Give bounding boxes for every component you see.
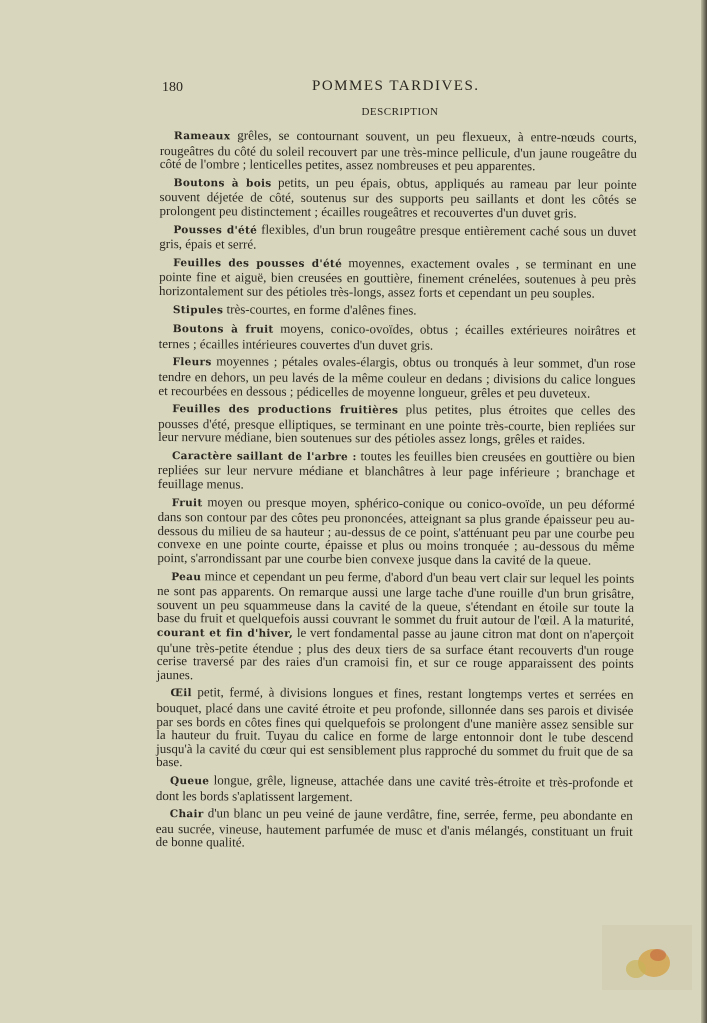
paragraph-queue — [156, 773, 633, 805]
paragraph-lead: Feuilles des pousses d'été — [173, 256, 343, 270]
fruit-thumbnail — [602, 925, 692, 990]
paragraph-lead: Peau — [171, 570, 202, 583]
paragraph-text: petits, un peu épais, obtus, appliqués au rameau par leur pointe souvent déjetée de côté, soutenus sur des supports peu saillants et dont les côtés se prolongent peu distinctement ; écailles rougeâtres et recouvertes d'un duvet gris. — [159, 174, 637, 221]
paragraph-boutons-a-bois — [159, 175, 636, 221]
paragraph-lead: Feuilles des productions fruitières — [172, 403, 399, 417]
paragraph-boutons-a-fruit — [159, 321, 636, 353]
paragraph-pousses — [159, 222, 636, 254]
paragraph-caractere — [158, 448, 635, 494]
paragraph-text: plus petites, plus étroites que celles des pousses d'été, presque elliptiques, se terminant en une pointe très-courte, bien repliées sur leur nervure médiane, bien soutenues sur des pétioles assez longs, grêles et raides. — [158, 401, 636, 447]
paragraph-text: moyennes, exactement ovales , se terminant en une pointe fine et aiguë, bien creusées en gouttière, finement crénelées, soutenues à peu près horizontalement sur des pétioles très-longs, assez forts et cependant un peu souples. — [158, 254, 637, 301]
paragraph-text: petit, fermé, à divisions longues et fines, restant longtemps vertes et serrées en bouquet, placé dans une cavité étroite et peu profonde, sillonnée dans ses parois et divisée par ses bords en côtes fines qui quelquefois se prolongent d'une manière assez sensible sur la hauteur du fruit. Tuyau du calice en forme de large entonnoir dont le tube descend jusqu'à la cavité du cœur qui est sensiblement plus rapproché du sommet du fruit que de sa base. — [156, 684, 634, 770]
paragraph-lead: Boutons à bois — [173, 176, 272, 190]
paragraph-lead: Pousses d'été — [173, 223, 258, 237]
paragraph-text: moyens, conico-ovoïdes, obtus ; écailles extérieures noirâtres et ternes ; écailles intérieures couvertes d'un duvet gris. — [158, 320, 636, 353]
paragraph-oeil — [156, 685, 634, 771]
paragraph-text: moyen ou presque moyen, sphérico-conique ou conico-ovoïde, un peu déformé dans son contour par des côtes peu prononcées, atteignant sa plus grande épaisseur peu au-dessous du milieu de sa hauteur ; au-dessus de ce point, s'atténuant peu par une courbe peu convexe en une pointe courte, épaisse et plus ou moins tronquée ; au-dessous du même point, s'arrondissant par une courbe bien convexe jusque dans la cavité de la queue. — [157, 493, 635, 568]
paragraph-rameaux — [160, 128, 637, 174]
running-title: POMMES TARDIVES. — [312, 78, 480, 94]
paragraph-text: grêles, se contournant souvent, un peu flexueux, à entre-nœuds courts, rougeâtres du côté du soleil recouvert par une très-mince pellicule, d'un jaune rougeâtre du côté de l'ombre ; lenticelles petites, assez nombreuses et peu apparentes. — [159, 127, 637, 174]
paragraph-chair — [156, 806, 633, 852]
paragraph-peau — [157, 569, 635, 685]
paragraph-lead: Caractère saillant de l'arbre : — [171, 449, 357, 464]
section-title-text: DESCRIPTION — [361, 106, 439, 118]
paragraph-lead: Rameaux — [173, 130, 231, 143]
paragraph-lead: Œil — [170, 687, 192, 700]
paragraph-fleurs — [158, 354, 635, 400]
section-title — [0, 106, 707, 118]
paragraph-feuilles-pousses — [159, 255, 636, 301]
paragraph-lead: Stipules — [172, 303, 224, 316]
paragraph-text: d'un blanc un peu veiné de jaune verdâtre, fine, serrée, ferme, peu abondante en eau sucrée, vineuse, hautement parfumée de musc et d'anis mélangés, constituant un fruit de bonne qualité. — [155, 805, 633, 850]
paragraph-lead: Chair — [169, 808, 204, 821]
paragraph-lead: Fruit — [171, 496, 203, 509]
paragraph-text: très-courtes, en forme d'alênes fines. — [223, 300, 417, 318]
page-edge — [701, 0, 707, 1023]
paragraph-text: longue, grêle, ligneuse, attachée dans une cavité très-étroite et très-profonde et dont les bords s'aplatissent largement. — [155, 772, 634, 804]
paragraph-text: flexibles, d'un brun rougeâtre presque entièrement caché sous un duvet gris, épais et serré. — [159, 221, 637, 252]
description-body — [156, 128, 637, 856]
paragraph-stipules — [159, 302, 636, 321]
paragraph-text: mince et cependant un peu ferme, d'abord d'un beau vert clair sur lequel les points ne sont pas apparents. On remarque aussi une large tache d'une rouille d'un brun grisâtre, souvent un peu squammeuse dans la cavité de la queue, s'étendant en étoile sur toute la base du fruit et quelquefois aussi couvrant le sommet du fruit autour de l'œil. A la maturité, — [156, 567, 635, 629]
paragraph-inline-bold: courant et fin d'hiver, — [156, 626, 294, 640]
paragraph-fruit — [157, 495, 634, 568]
page-number: 180 — [162, 80, 183, 95]
paragraph-text: moyennes ; pétales ovales-élargis, obtus ou tronqués à leur sommet, d'un rose tendre en dehors, un peu lavés de la même couleur en dedans ; divisions du calice longues et recourbées en dessous ; pédicelles de moyenne longueur, grêles et peu duveteux. — [158, 353, 636, 401]
paragraph-lead: Boutons à fruit — [172, 323, 274, 336]
paragraph-lead: Fleurs — [172, 356, 212, 369]
paragraph-feuilles-productions — [158, 401, 635, 447]
apple-illustration-icon — [602, 925, 692, 990]
paragraph-text: toutes les feuilles bien creusées en gouttière ou bien repliées sur leur nervure médiane et blanchâtres à leur page inférieure ; branchage et feuillage menus. — [157, 448, 636, 492]
paragraph-text-continued: le vert fondamental passe au jaune citron mat dont on n'aperçoit qu'une très-petite étendue ; plus des deux tiers de sa surface étant recouverts d'un rouge cerise traversé par des raies d'un cramoisi fin, et sur ce rouge apparaissent des points jaunes. — [156, 624, 634, 682]
paragraph-lead: Queue — [169, 775, 210, 788]
